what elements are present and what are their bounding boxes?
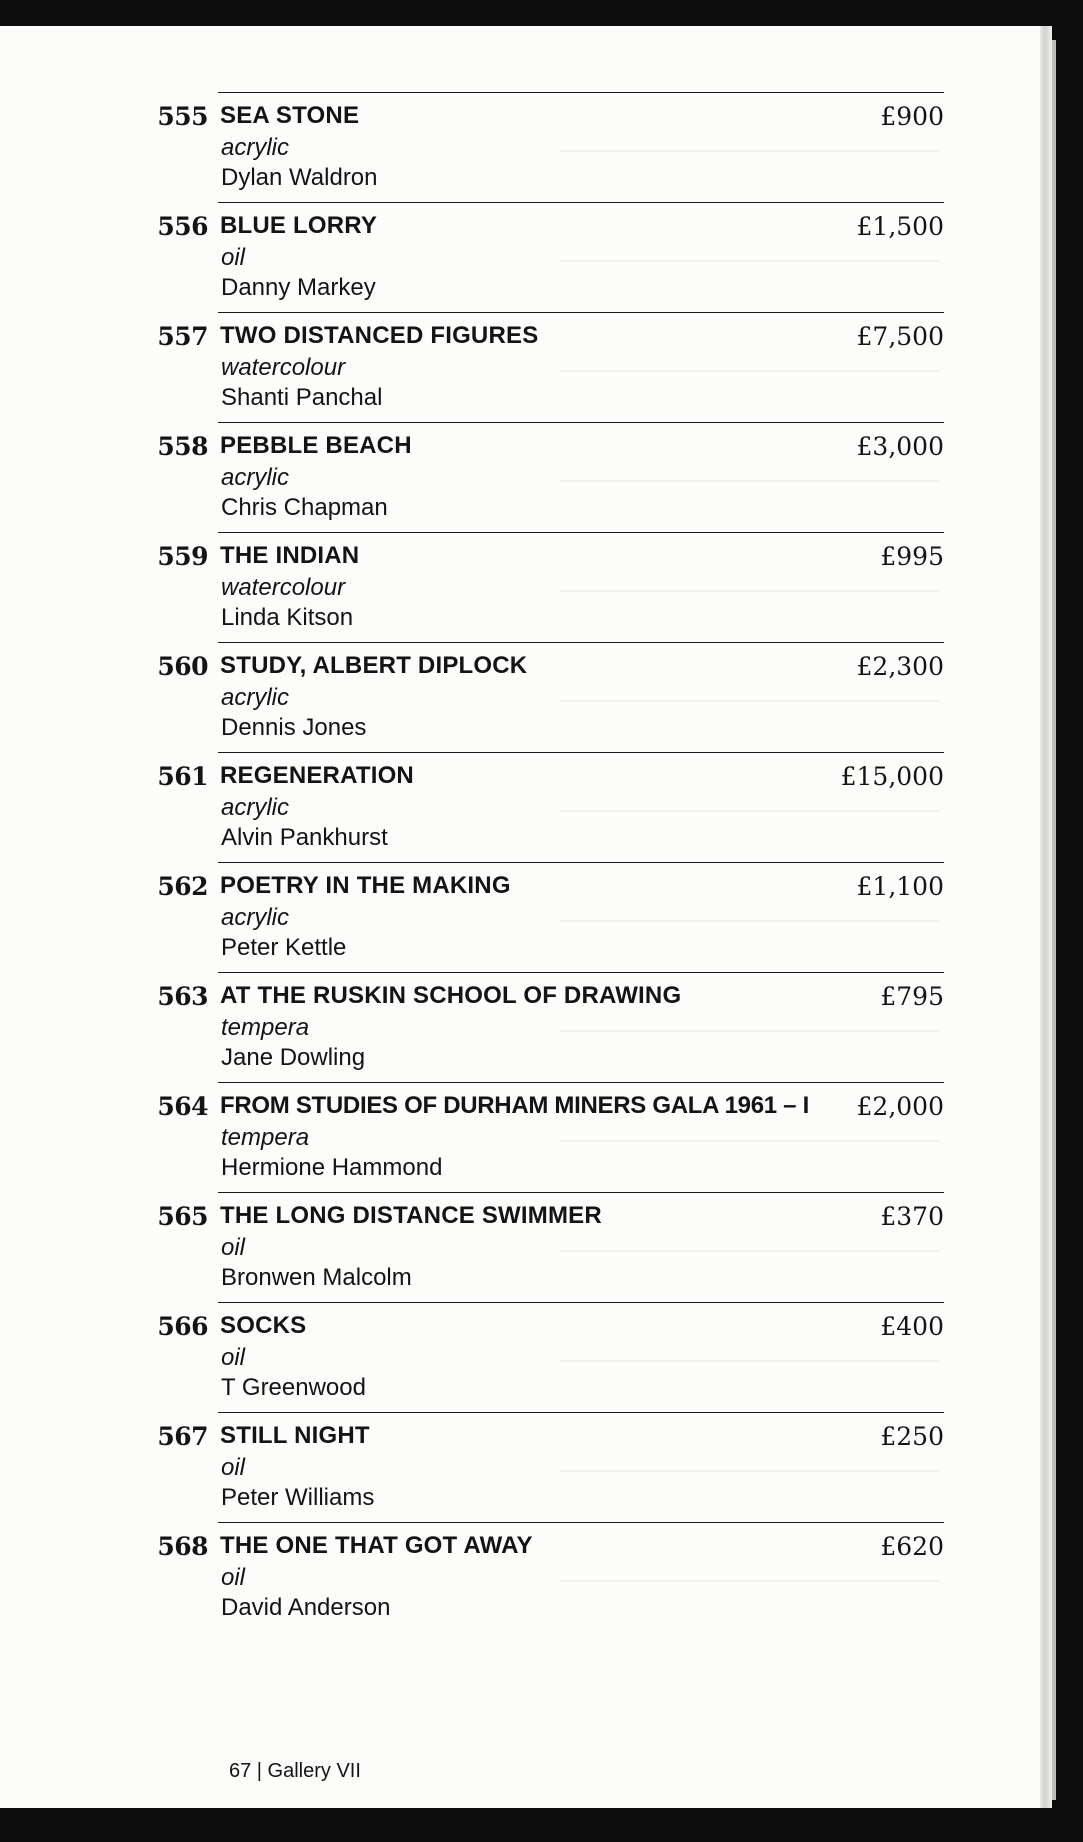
catalogue-entry (0, 1522, 1040, 1632)
entry-number: 563 (157, 982, 208, 1011)
entry-title: THE ONE THAT GOT AWAY (220, 1532, 533, 1559)
entry-artist: Jane Dowling (221, 1044, 366, 1071)
catalogue-entry (0, 752, 1040, 862)
entry-number: 566 (157, 1312, 208, 1341)
entry-medium: acrylic (221, 794, 290, 821)
entry-artist: Peter Kettle (221, 934, 347, 961)
entry-price: £15,000 (840, 762, 944, 791)
entry-title: PEBBLE BEACH (220, 432, 412, 459)
entry-title: STUDY, ALBERT DIPLOCK (220, 652, 528, 679)
catalogue-entry (0, 1082, 1040, 1192)
catalogue-entry (0, 642, 1040, 752)
entry-medium: oil (221, 1454, 246, 1481)
entry-price: £795 (880, 982, 944, 1011)
catalogue-entry (0, 92, 1040, 202)
entry-artist: Alvin Pankhurst (221, 824, 388, 851)
entry-medium: watercolour (221, 354, 346, 381)
catalogue-entry (0, 1412, 1040, 1522)
entry-medium: tempera (221, 1124, 310, 1151)
entry-artist: Shanti Panchal (221, 384, 383, 411)
entry-medium: watercolour (221, 574, 346, 601)
entry-artist: David Anderson (221, 1594, 391, 1621)
entry-divider (218, 1082, 944, 1083)
entry-divider (218, 972, 944, 973)
entry-number: 559 (157, 542, 208, 571)
entry-title: THE LONG DISTANCE SWIMMER (220, 1202, 602, 1229)
entry-price: £995 (880, 542, 944, 571)
entry-divider (218, 1192, 944, 1193)
entry-price: £400 (880, 1312, 944, 1341)
catalogue-entry (0, 972, 1040, 1082)
entry-divider (218, 202, 944, 203)
entry-number: 562 (157, 872, 208, 901)
page-footer: 67 | Gallery VII (229, 1760, 361, 1782)
entry-divider (218, 752, 944, 753)
entry-price: £2,000 (856, 1092, 944, 1121)
entry-number: 560 (157, 652, 208, 681)
entry-number: 558 (157, 432, 208, 461)
entry-divider (218, 1302, 944, 1303)
entry-number: 557 (157, 322, 208, 351)
entry-medium: oil (221, 1234, 246, 1261)
entry-divider (218, 862, 944, 863)
entry-price: £250 (880, 1422, 944, 1451)
entry-price: £7,500 (856, 322, 944, 351)
entry-number: 568 (157, 1532, 208, 1561)
entry-title: TWO DISTANCED FIGURES (220, 322, 539, 349)
entry-artist: Hermione Hammond (221, 1154, 443, 1181)
entry-medium: tempera (221, 1014, 310, 1041)
entry-price: £370 (880, 1202, 944, 1231)
entry-title: BLUE LORRY (220, 212, 378, 239)
entry-number: 564 (157, 1092, 208, 1121)
entry-number: 555 (157, 102, 208, 131)
entry-medium: acrylic (221, 134, 290, 161)
entry-artist: Linda Kitson (221, 604, 354, 631)
entry-divider (218, 422, 944, 423)
entry-price: £1,500 (856, 212, 944, 241)
entry-number: 556 (157, 212, 208, 241)
entry-title: AT THE RUSKIN SCHOOL OF DRAWING (220, 982, 682, 1009)
entry-price: £3,000 (856, 432, 944, 461)
entry-title: THE INDIAN (220, 542, 360, 569)
entry-divider (218, 312, 944, 313)
entry-number: 565 (157, 1202, 208, 1231)
entry-price: £900 (880, 102, 944, 131)
entry-medium: acrylic (221, 904, 290, 931)
entry-medium: acrylic (221, 464, 290, 491)
catalogue-entry (0, 202, 1040, 312)
entry-price: £2,300 (856, 652, 944, 681)
entry-divider (218, 1412, 944, 1413)
entry-title: FROM STUDIES OF DURHAM MINERS GALA 1961 – I (220, 1092, 809, 1119)
entry-medium: oil (221, 1344, 246, 1371)
entry-divider (218, 1522, 944, 1523)
page-edge (1040, 26, 1052, 1808)
entry-divider (218, 532, 944, 533)
entry-medium: acrylic (221, 684, 290, 711)
catalogue-entry (0, 1192, 1040, 1302)
entry-title: REGENERATION (220, 762, 414, 789)
catalogue-entry (0, 532, 1040, 642)
catalogue-entry (0, 312, 1040, 422)
entry-divider (218, 642, 944, 643)
catalogue-entry (0, 1302, 1040, 1412)
entry-artist: Chris Chapman (221, 494, 388, 521)
entry-medium: oil (221, 1564, 246, 1591)
entry-price: £1,100 (856, 872, 944, 901)
entry-artist: Danny Markey (221, 274, 376, 301)
entry-title: STILL NIGHT (220, 1422, 370, 1449)
entry-title: SOCKS (220, 1312, 307, 1339)
entry-artist: Bronwen Malcolm (221, 1264, 412, 1291)
entry-title: SEA STONE (220, 102, 360, 129)
entry-artist: T Greenwood (221, 1374, 366, 1401)
entry-title: POETRY IN THE MAKING (220, 872, 511, 899)
entry-medium: oil (221, 244, 246, 271)
entry-artist: Dylan Waldron (221, 164, 378, 191)
catalogue-entry (0, 422, 1040, 532)
entry-number: 561 (157, 762, 208, 791)
entry-number: 567 (157, 1422, 208, 1451)
entry-artist: Peter Williams (221, 1484, 375, 1511)
page-edge-shadow (1052, 40, 1056, 1800)
entry-price: £620 (880, 1532, 944, 1561)
entry-artist: Dennis Jones (221, 714, 367, 741)
catalogue-entry (0, 862, 1040, 972)
entry-divider (218, 92, 944, 93)
